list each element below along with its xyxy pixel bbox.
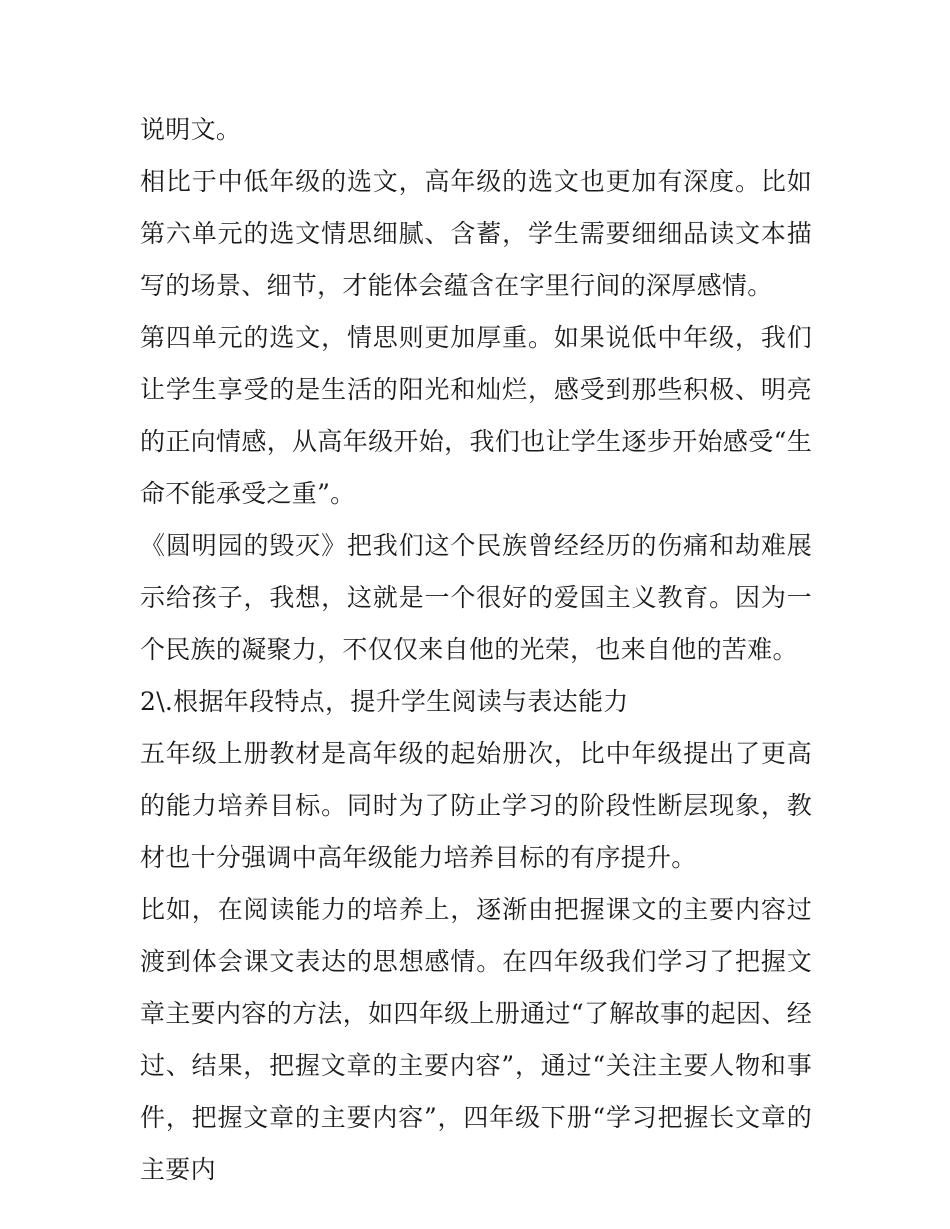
document-body [140,104,812,1196]
paragraph-yuanmingyuan: 《圆明园的毁灭》把我们这个民族曾经经历的伤痛和劫难展示给孩子，我想，这就是一个很好的爱国主义教育。因为一个民族的凝聚力，不仅仅来自他的光荣，也来自他的苦难。 [140,531,812,664]
paragraph-continuation: 说明文。 [140,115,242,144]
paragraph-unit-four: 第四单元的选文，情思则更加厚重。如果说低中年级，我们让学生享受的是生活的阳光和灿烂，感受到那些积极、明亮的正向情感，从高年级开始，我们也让学生逐步开始感受“生命不能承受之重”。 [140,323,812,508]
section-heading: 2\.根据年段特点，提升学生阅读与表达能力 [140,687,629,716]
paragraph-textbook-goals: 五年级上册教材是高年级的起始册次，比中年级提出了更高的能力培养目标。同时为了防止学习的阶段性断层现象，教材也十分强调中高年级能力培养目标的有序提升。 [140,739,812,872]
paragraph-senior-grade-depth: 相比于中低年级的选文，高年级的选文也更加有深度。比如第六单元的选文情思细腻、含蓄，学生需要细细品读文本描写的场景、细节，才能体会蕴含在字里行间的深厚感情。 [140,167,812,300]
paragraph-reading-ability: 比如，在阅读能力的培养上，逐渐由把握课文的主要内容过渡到体会课文表达的思想感情。在四年级我们学习了把握文章主要内容的方法，如四年级上册通过“了解故事的起因、经过、结果，把握文章的主要内容”，通过“关注主要人物和事件，把握文章的主要内容”，四年级下册“学习把握长文章的主要内 [140,895,812,1184]
